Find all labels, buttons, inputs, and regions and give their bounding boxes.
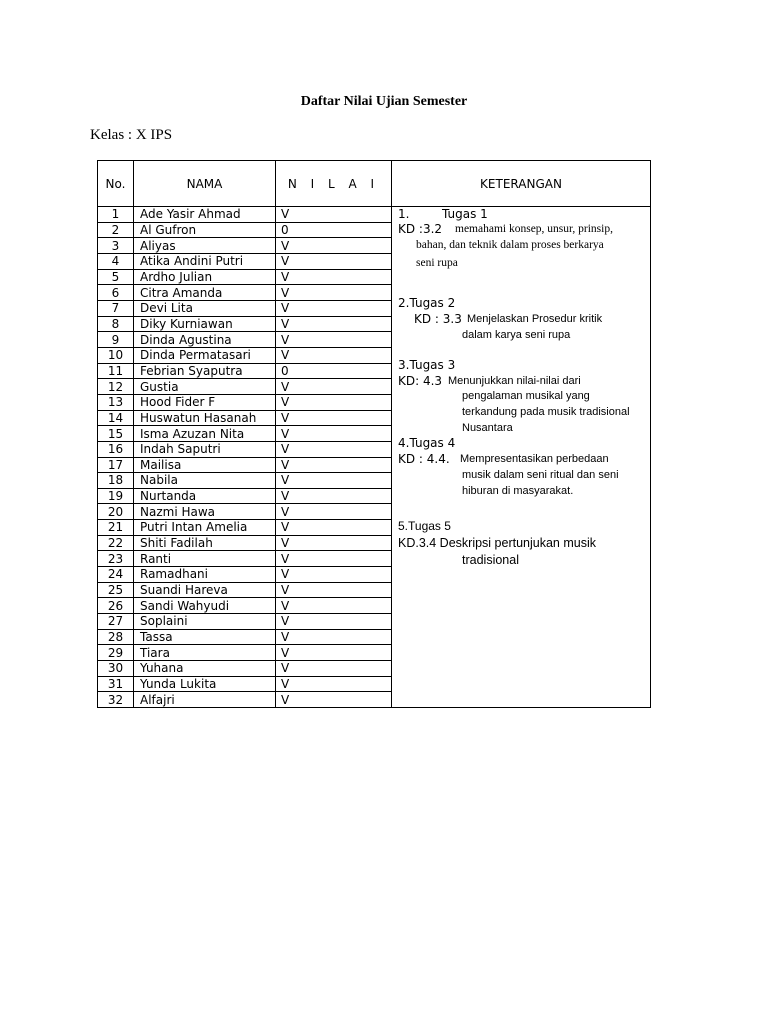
student-grade: 0 bbox=[276, 363, 392, 379]
student-grade: V bbox=[276, 473, 392, 489]
row-number: 22 bbox=[98, 535, 134, 551]
task2-label: 2.Tugas 2 bbox=[398, 296, 456, 310]
table-header-row bbox=[98, 161, 651, 207]
student-grade: V bbox=[276, 629, 392, 645]
student-grade: V bbox=[276, 488, 392, 504]
row-number: 15 bbox=[98, 426, 134, 442]
row-number: 10 bbox=[98, 347, 134, 363]
row-number: 13 bbox=[98, 394, 134, 410]
student-name: Huswatun Hasanah bbox=[134, 410, 276, 426]
student-grade: V bbox=[276, 379, 392, 395]
row-number: 17 bbox=[98, 457, 134, 473]
student-grade: 0 bbox=[276, 222, 392, 238]
student-grade: V bbox=[276, 285, 392, 301]
grades-table bbox=[97, 160, 651, 708]
row-number: 9 bbox=[98, 332, 134, 348]
task1-desc-line3: seni rupa bbox=[416, 257, 458, 269]
student-grade: V bbox=[276, 676, 392, 692]
row-number: 31 bbox=[98, 676, 134, 692]
student-name: Dinda Agustina bbox=[134, 332, 276, 348]
task3-label: 3.Tugas 3 bbox=[398, 358, 456, 372]
student-grade: V bbox=[276, 457, 392, 473]
student-name: Devi Lita bbox=[134, 300, 276, 316]
student-name: Ranti bbox=[134, 551, 276, 567]
student-name: Febrian Syaputra bbox=[134, 363, 276, 379]
student-name: Yuhana bbox=[134, 661, 276, 677]
row-number: 21 bbox=[98, 520, 134, 536]
task1-number: 1. bbox=[398, 207, 410, 221]
row-number: 28 bbox=[98, 629, 134, 645]
row-number: 14 bbox=[98, 410, 134, 426]
student-name: Gustia bbox=[134, 379, 276, 395]
row-number: 16 bbox=[98, 441, 134, 457]
row-number: 26 bbox=[98, 598, 134, 614]
student-name: Nurtanda bbox=[134, 488, 276, 504]
task4-kd: KD : 4.4. bbox=[398, 452, 450, 466]
keterangan-cell bbox=[392, 207, 651, 708]
task5-label: 5.Tugas 5 bbox=[398, 519, 451, 533]
student-grade: V bbox=[276, 645, 392, 661]
row-number: 3 bbox=[98, 238, 134, 254]
row-number: 2 bbox=[98, 222, 134, 238]
student-grade: V bbox=[276, 394, 392, 410]
task1-label: Tugas 1 bbox=[442, 207, 488, 221]
student-grade: V bbox=[276, 535, 392, 551]
student-grade: V bbox=[276, 582, 392, 598]
student-grade: V bbox=[276, 207, 392, 223]
student-grade: V bbox=[276, 316, 392, 332]
student-grade: V bbox=[276, 504, 392, 520]
student-grade: V bbox=[276, 410, 392, 426]
header-no: No. bbox=[98, 161, 134, 207]
row-number: 32 bbox=[98, 692, 134, 708]
header-nama: NAMA bbox=[134, 161, 276, 207]
row-number: 23 bbox=[98, 551, 134, 567]
row-number: 19 bbox=[98, 488, 134, 504]
header-keterangan: KETERANGAN bbox=[392, 161, 651, 207]
row-number: 6 bbox=[98, 285, 134, 301]
task2-desc-line2: dalam karya seni rupa bbox=[462, 329, 571, 341]
student-name: Ade Yasir Ahmad bbox=[134, 207, 276, 223]
student-name: Mailisa bbox=[134, 457, 276, 473]
student-grade: V bbox=[276, 426, 392, 442]
task4-desc-line1: Mempresentasikan perbedaan bbox=[460, 453, 609, 465]
header-nilai: N I L A I bbox=[276, 161, 392, 207]
task3-kd: KD: 4.3 bbox=[398, 374, 443, 388]
row-number: 20 bbox=[98, 504, 134, 520]
student-name: Citra Amanda bbox=[134, 285, 276, 301]
task1-kd: KD :3.2 bbox=[398, 222, 443, 236]
row-number: 11 bbox=[98, 363, 134, 379]
task1-desc-line2: bahan, dan teknik dalam proses berkarya bbox=[416, 239, 604, 251]
task2-kd: KD : 3.3 bbox=[414, 312, 462, 326]
task3-desc-line1: Menunjukkan nilai-nilai dari bbox=[448, 375, 581, 387]
task2-desc-line1: Menjelaskan Prosedur kritik bbox=[467, 313, 603, 325]
student-name: Putri Intan Amelia bbox=[134, 520, 276, 536]
task4-label: 4.Tugas 4 bbox=[398, 436, 456, 450]
student-name: Ramadhani bbox=[134, 567, 276, 583]
student-grade: V bbox=[276, 551, 392, 567]
document-title: Daftar Nilai Ujian Semester bbox=[300, 94, 468, 109]
class-label: Kelas : X IPS bbox=[90, 127, 173, 143]
task4-desc-line3: hiburan di masyarakat. bbox=[462, 485, 574, 497]
row-number: 1 bbox=[98, 207, 134, 223]
student-name: Nabila bbox=[134, 473, 276, 489]
student-name: Atika Andini Putri bbox=[134, 253, 276, 269]
task5-desc-line1: KD.3.4 Deskripsi pertunjukan musik bbox=[398, 536, 596, 550]
row-number: 27 bbox=[98, 614, 134, 630]
student-grade: V bbox=[276, 614, 392, 630]
student-name: Soplaini bbox=[134, 614, 276, 630]
student-name: Indah Saputri bbox=[134, 441, 276, 457]
student-grade: V bbox=[276, 253, 392, 269]
student-name: Suandi Hareva bbox=[134, 582, 276, 598]
row-number: 8 bbox=[98, 316, 134, 332]
student-name: Al Gufron bbox=[134, 222, 276, 238]
student-grade: V bbox=[276, 441, 392, 457]
student-grade: V bbox=[276, 347, 392, 363]
row-number: 25 bbox=[98, 582, 134, 598]
task3-desc-line2: pengalaman musikal yang bbox=[462, 390, 590, 402]
row-number: 24 bbox=[98, 567, 134, 583]
student-grade: V bbox=[276, 567, 392, 583]
student-name: Nazmi Hawa bbox=[134, 504, 276, 520]
student-name: Dinda Permatasari bbox=[134, 347, 276, 363]
student-grade: V bbox=[276, 598, 392, 614]
student-name: Sandi Wahyudi bbox=[134, 598, 276, 614]
student-name: Shiti Fadilah bbox=[134, 535, 276, 551]
task3-desc-line4: Nusantara bbox=[462, 422, 513, 434]
task3-desc-line3: terkandung pada musik tradisional bbox=[462, 406, 630, 418]
row-number: 18 bbox=[98, 473, 134, 489]
student-grade: V bbox=[276, 300, 392, 316]
student-name: Tiara bbox=[134, 645, 276, 661]
student-name: Alfajri bbox=[134, 692, 276, 708]
student-name: Ardho Julian bbox=[134, 269, 276, 285]
student-grade: V bbox=[276, 332, 392, 348]
table-row bbox=[98, 207, 651, 223]
row-number: 29 bbox=[98, 645, 134, 661]
student-grade: V bbox=[276, 269, 392, 285]
student-name: Diky Kurniawan bbox=[134, 316, 276, 332]
row-number: 30 bbox=[98, 661, 134, 677]
row-number: 5 bbox=[98, 269, 134, 285]
row-number: 4 bbox=[98, 253, 134, 269]
student-name: Hood Fider F bbox=[134, 394, 276, 410]
student-name: Isma Azuzan Nita bbox=[134, 426, 276, 442]
student-name: Yunda Lukita bbox=[134, 676, 276, 692]
student-grade: V bbox=[276, 692, 392, 708]
task4-desc-line2: musik dalam seni ritual dan seni bbox=[462, 469, 619, 481]
student-grade: V bbox=[276, 238, 392, 254]
row-number: 7 bbox=[98, 300, 134, 316]
task5-desc-line2: tradisional bbox=[462, 553, 519, 567]
student-name: Tassa bbox=[134, 629, 276, 645]
row-number: 12 bbox=[98, 379, 134, 395]
student-grade: V bbox=[276, 661, 392, 677]
student-grade: V bbox=[276, 520, 392, 536]
student-name: Aliyas bbox=[134, 238, 276, 254]
task1-desc-line1: memahami konsep, unsur, prinsip, bbox=[455, 223, 613, 235]
